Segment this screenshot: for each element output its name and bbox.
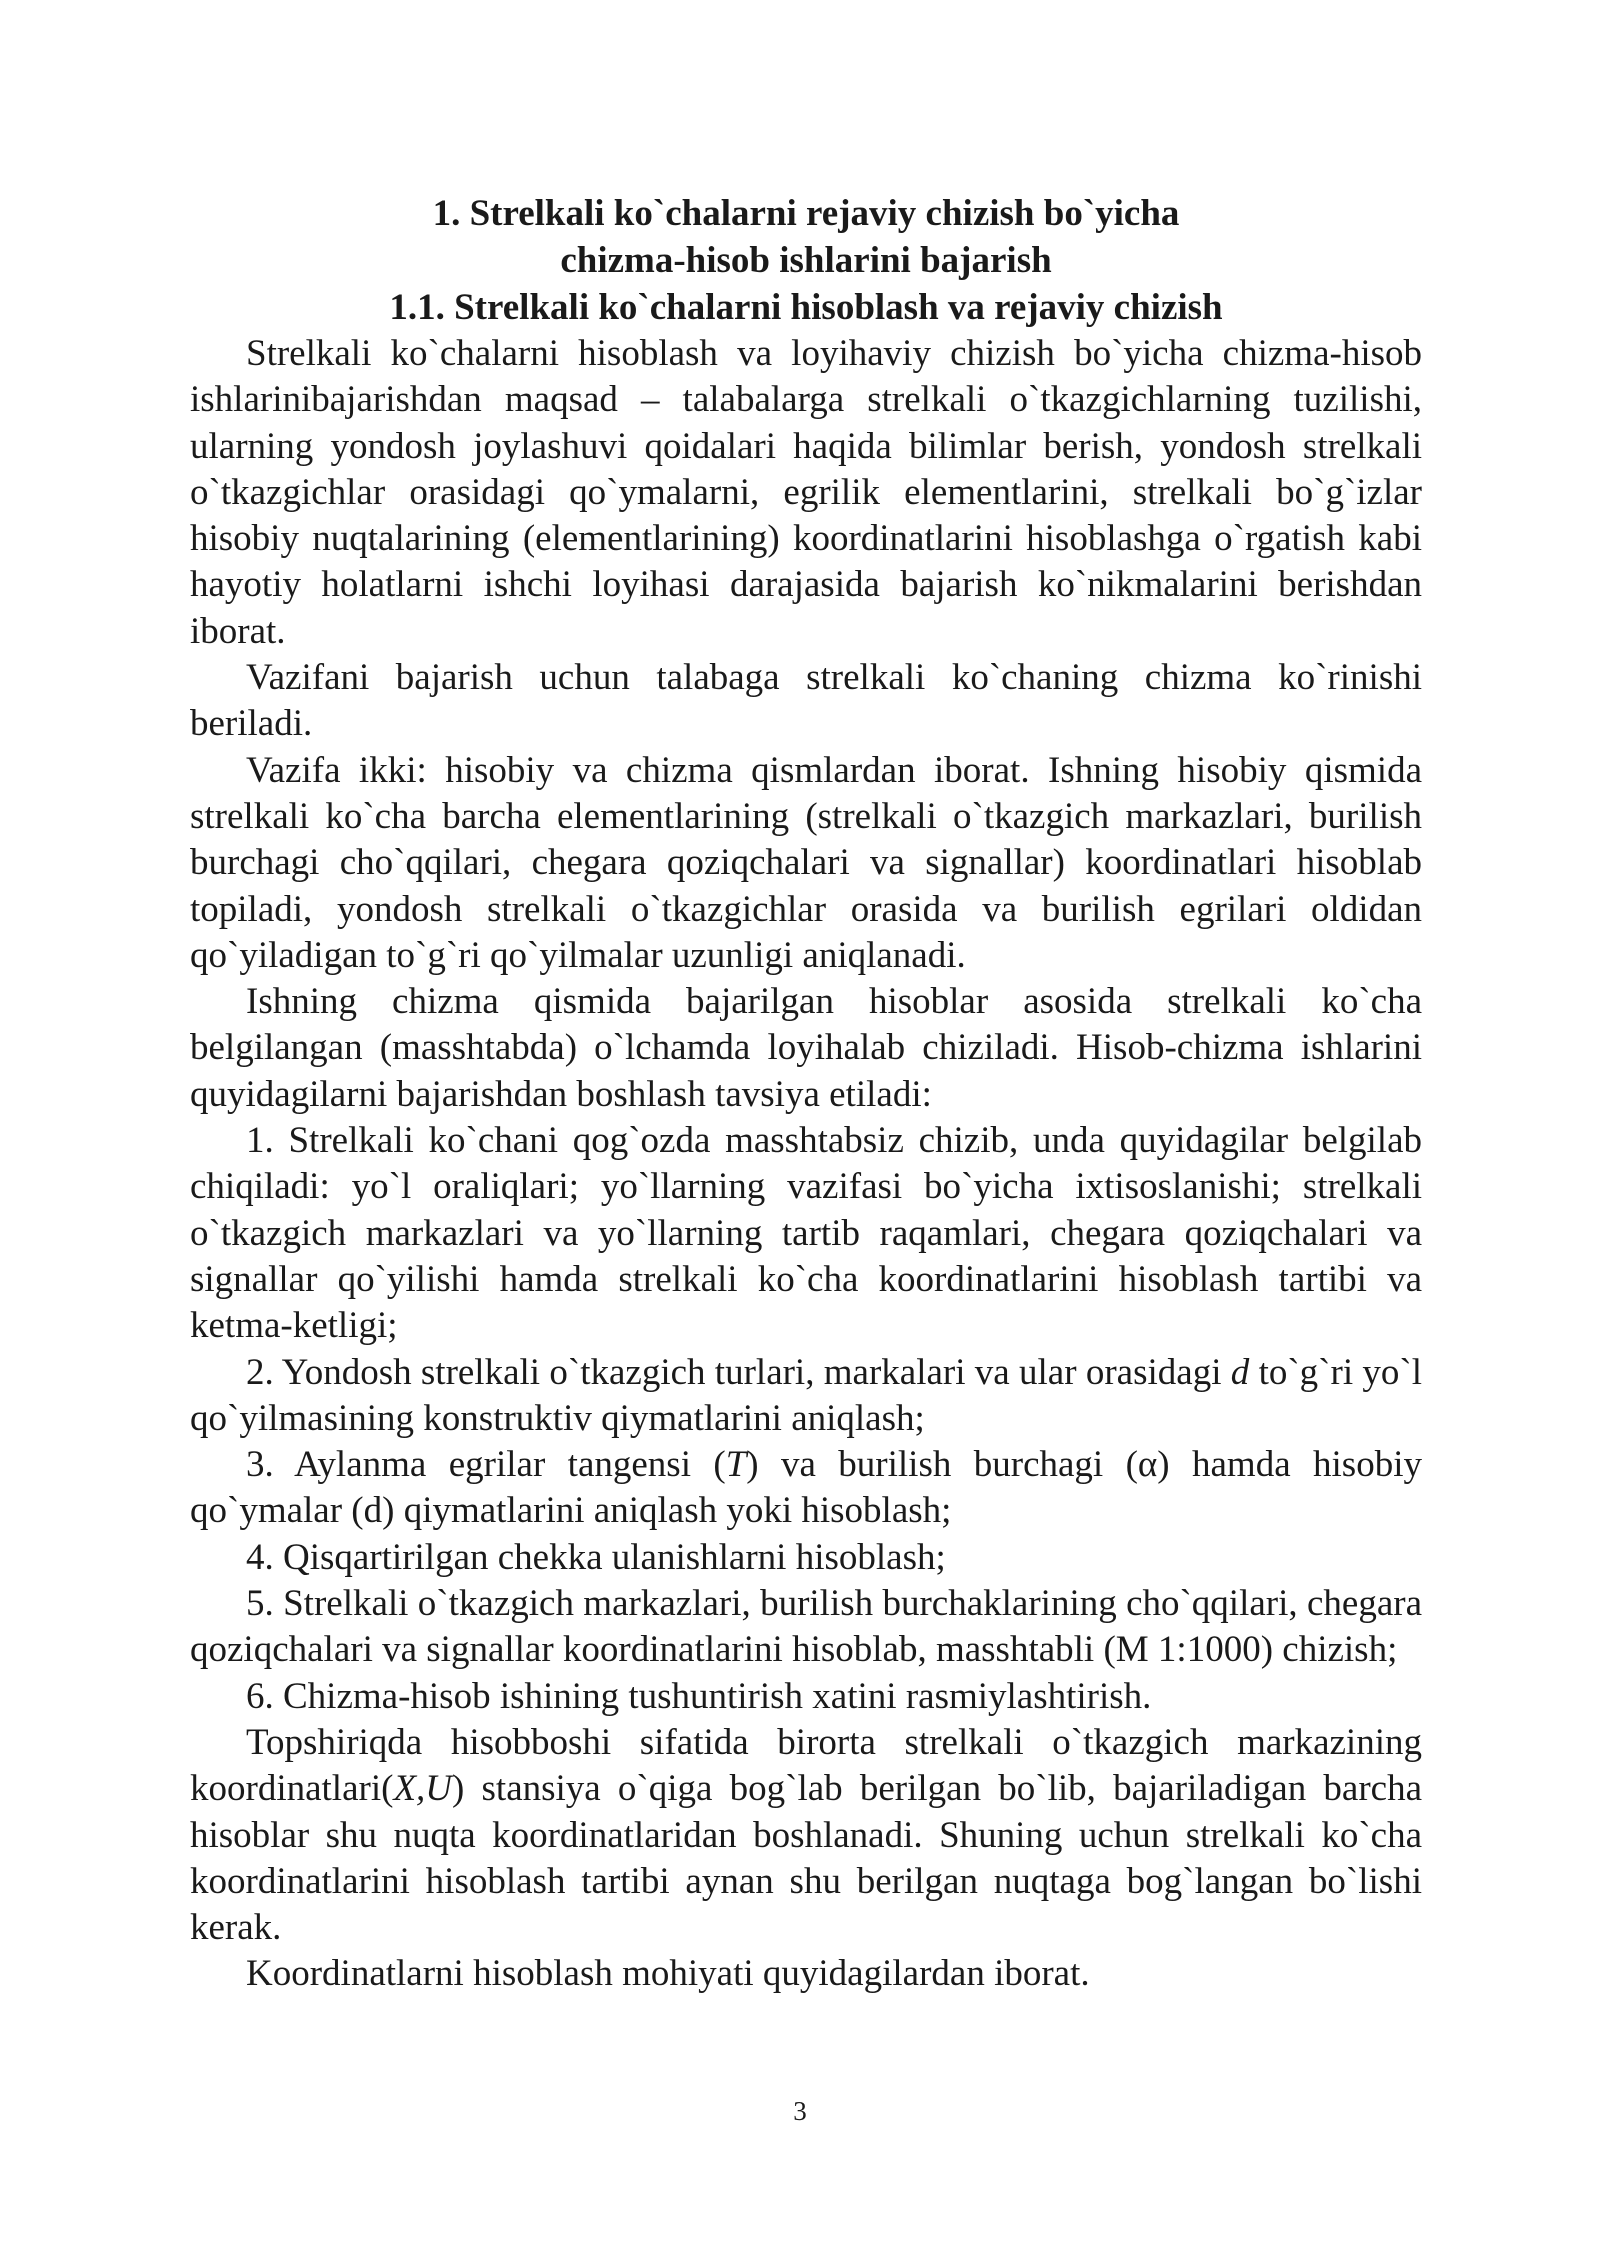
variable-t: T	[725, 1444, 747, 1486]
list-item-2-text-b: to`g`ri yo`l qo`yilmasining konstruktiv qiymatlarini aniqlash;	[190, 1351, 1422, 1439]
list-item-3-text-b: ) va burilish burchagi (α) hamda hisobiy qo`ymalar (d) qiymatlarini aniqlash yoki hisoblash;	[190, 1444, 1422, 1532]
section-title: 1.1. Strelkali ko`chalarni hisoblash va rejaviy chizish	[389, 287, 1223, 328]
document-page	[190, 190, 1422, 1998]
list-item-3	[190, 1442, 1422, 1535]
chapter-title-line-2: chizma-hisob ishlarini bajarish	[560, 240, 1052, 281]
page-number: 3	[793, 2096, 807, 2126]
paragraph-purpose: Strelkali ko`chalarni hisoblash va loyihaviy chizish bo`yicha chizma-hisob ishlarinibajarishdan maqsad – talabalarga strelkali o`tkazgichlarning tuzilishi, ularning yondosh joylashuvi qoidalari haqida bilimlar berish, yondosh strelkali o`tkazgichlar orasidagi qo`ymalarni, egrilik elementlarini, strelkali bo`g`izlar hisobiy nuqtalarining (elementlarining) koordinatlarini hisoblashga o`rgatish kabi hayotiy holatlarni ishchi loyihasi darajasida bajarish ko`nikmalarini berishdan iborat.	[190, 333, 1422, 652]
variable-xu: X,U	[393, 1768, 453, 1810]
chapter-title-line-1: 1. Strelkali ko`chalarni rejaviy chizish bo`yicha	[432, 193, 1180, 234]
list-item-5: 5. Strelkali o`tkazgich markazlari, burilish burchaklarining cho`qqilari, chegara qoziqchalari va signallar koordinatlarini hisoblab, masshtabli (M 1:1000) chizish;	[190, 1583, 1422, 1671]
paragraph-coordinates-essence: Koordinatlarni hisoblash mohiyati quyidagilardan iborat.	[246, 1953, 1090, 1995]
list-item-4: 4. Qisqartirilgan chekka ulanishlarni hisoblash;	[246, 1536, 946, 1578]
list-item-6: 6. Chizma-hisob ishining tushuntirish xatini rasmiylashtirish.	[246, 1675, 1152, 1717]
list-item-3-text-a: 3. Aylanma egrilar tangensi (	[246, 1444, 726, 1486]
paragraph-coordinates-origin	[190, 1720, 1422, 1951]
paragraph-drawing-part: Ishning chizma qismida bajarilgan hisoblar asosida strelkali ko`cha belgilangan (masshtabda) o`lchamda loyihalab chiziladi. Hisob-chizma ishlarini quyidagilarni bajarishdan boshlash tavsiya etiladi:	[190, 981, 1422, 1115]
paragraph-assignment: Vazifani bajarish uchun talabaga strelkali ko`chaning chizma ko`rinishi beriladi.	[190, 657, 1422, 745]
paragraph-coordinates-text-a: Topshiriqda hisobboshi sifatida birorta strelkali o`tkazgich markazining koordinatlari(	[190, 1721, 1422, 1810]
list-item-2-text-a: 2. Yondosh strelkali o`tkazgich turlari, markalari va ular orasidagi	[246, 1351, 1231, 1393]
list-item-2	[190, 1350, 1422, 1443]
variable-d: d	[1230, 1351, 1250, 1393]
list-item-1: 1. Strelkali ko`chani qog`ozda masshtabsiz chizib, unda quyidagilar belgilab chiqiladi: yo`l oraliqlari; yo`llarning vazifasi bo`yicha ixtisoslanishi; strelkali o`tkazgich markazlari va yo`llarning tartib raqamlari, chegara qoziqchalari va signallar qo`yilishi hamda strelkali ko`cha koordinatlarini hisoblash tartibi va ketma-ketligi;	[190, 1120, 1422, 1347]
paragraph-coordinates-text-b: ) stansiya o`qiga bog`lab berilgan bo`lib, bajariladigan barcha hisoblar shu nuqta koordinatlaridan boshlanadi. Shuning uchun strelkali ko`cha koordinatlarini hisoblash tartibi aynan shu berilgan nuqtaga bog`langan bo`lishi kerak.	[190, 1768, 1422, 1949]
paragraph-task-parts: Vazifa ikki: hisobiy va chizma qismlardan iborat. Ishning hisobiy qismida strelkali ko`cha barcha elementlarining (strelkali o`tkazgich markazlari, burilish burchagi cho`qqilari, chegara qoziqchalari va signallar) koordinatlari hisoblab topiladi, yondosh strelkali o`tkazgichlar orasida va burilish egrilari oldidan qo`yiladigan to`g`ri qo`yilmalar uzunligi aniqlanadi.	[190, 749, 1422, 976]
